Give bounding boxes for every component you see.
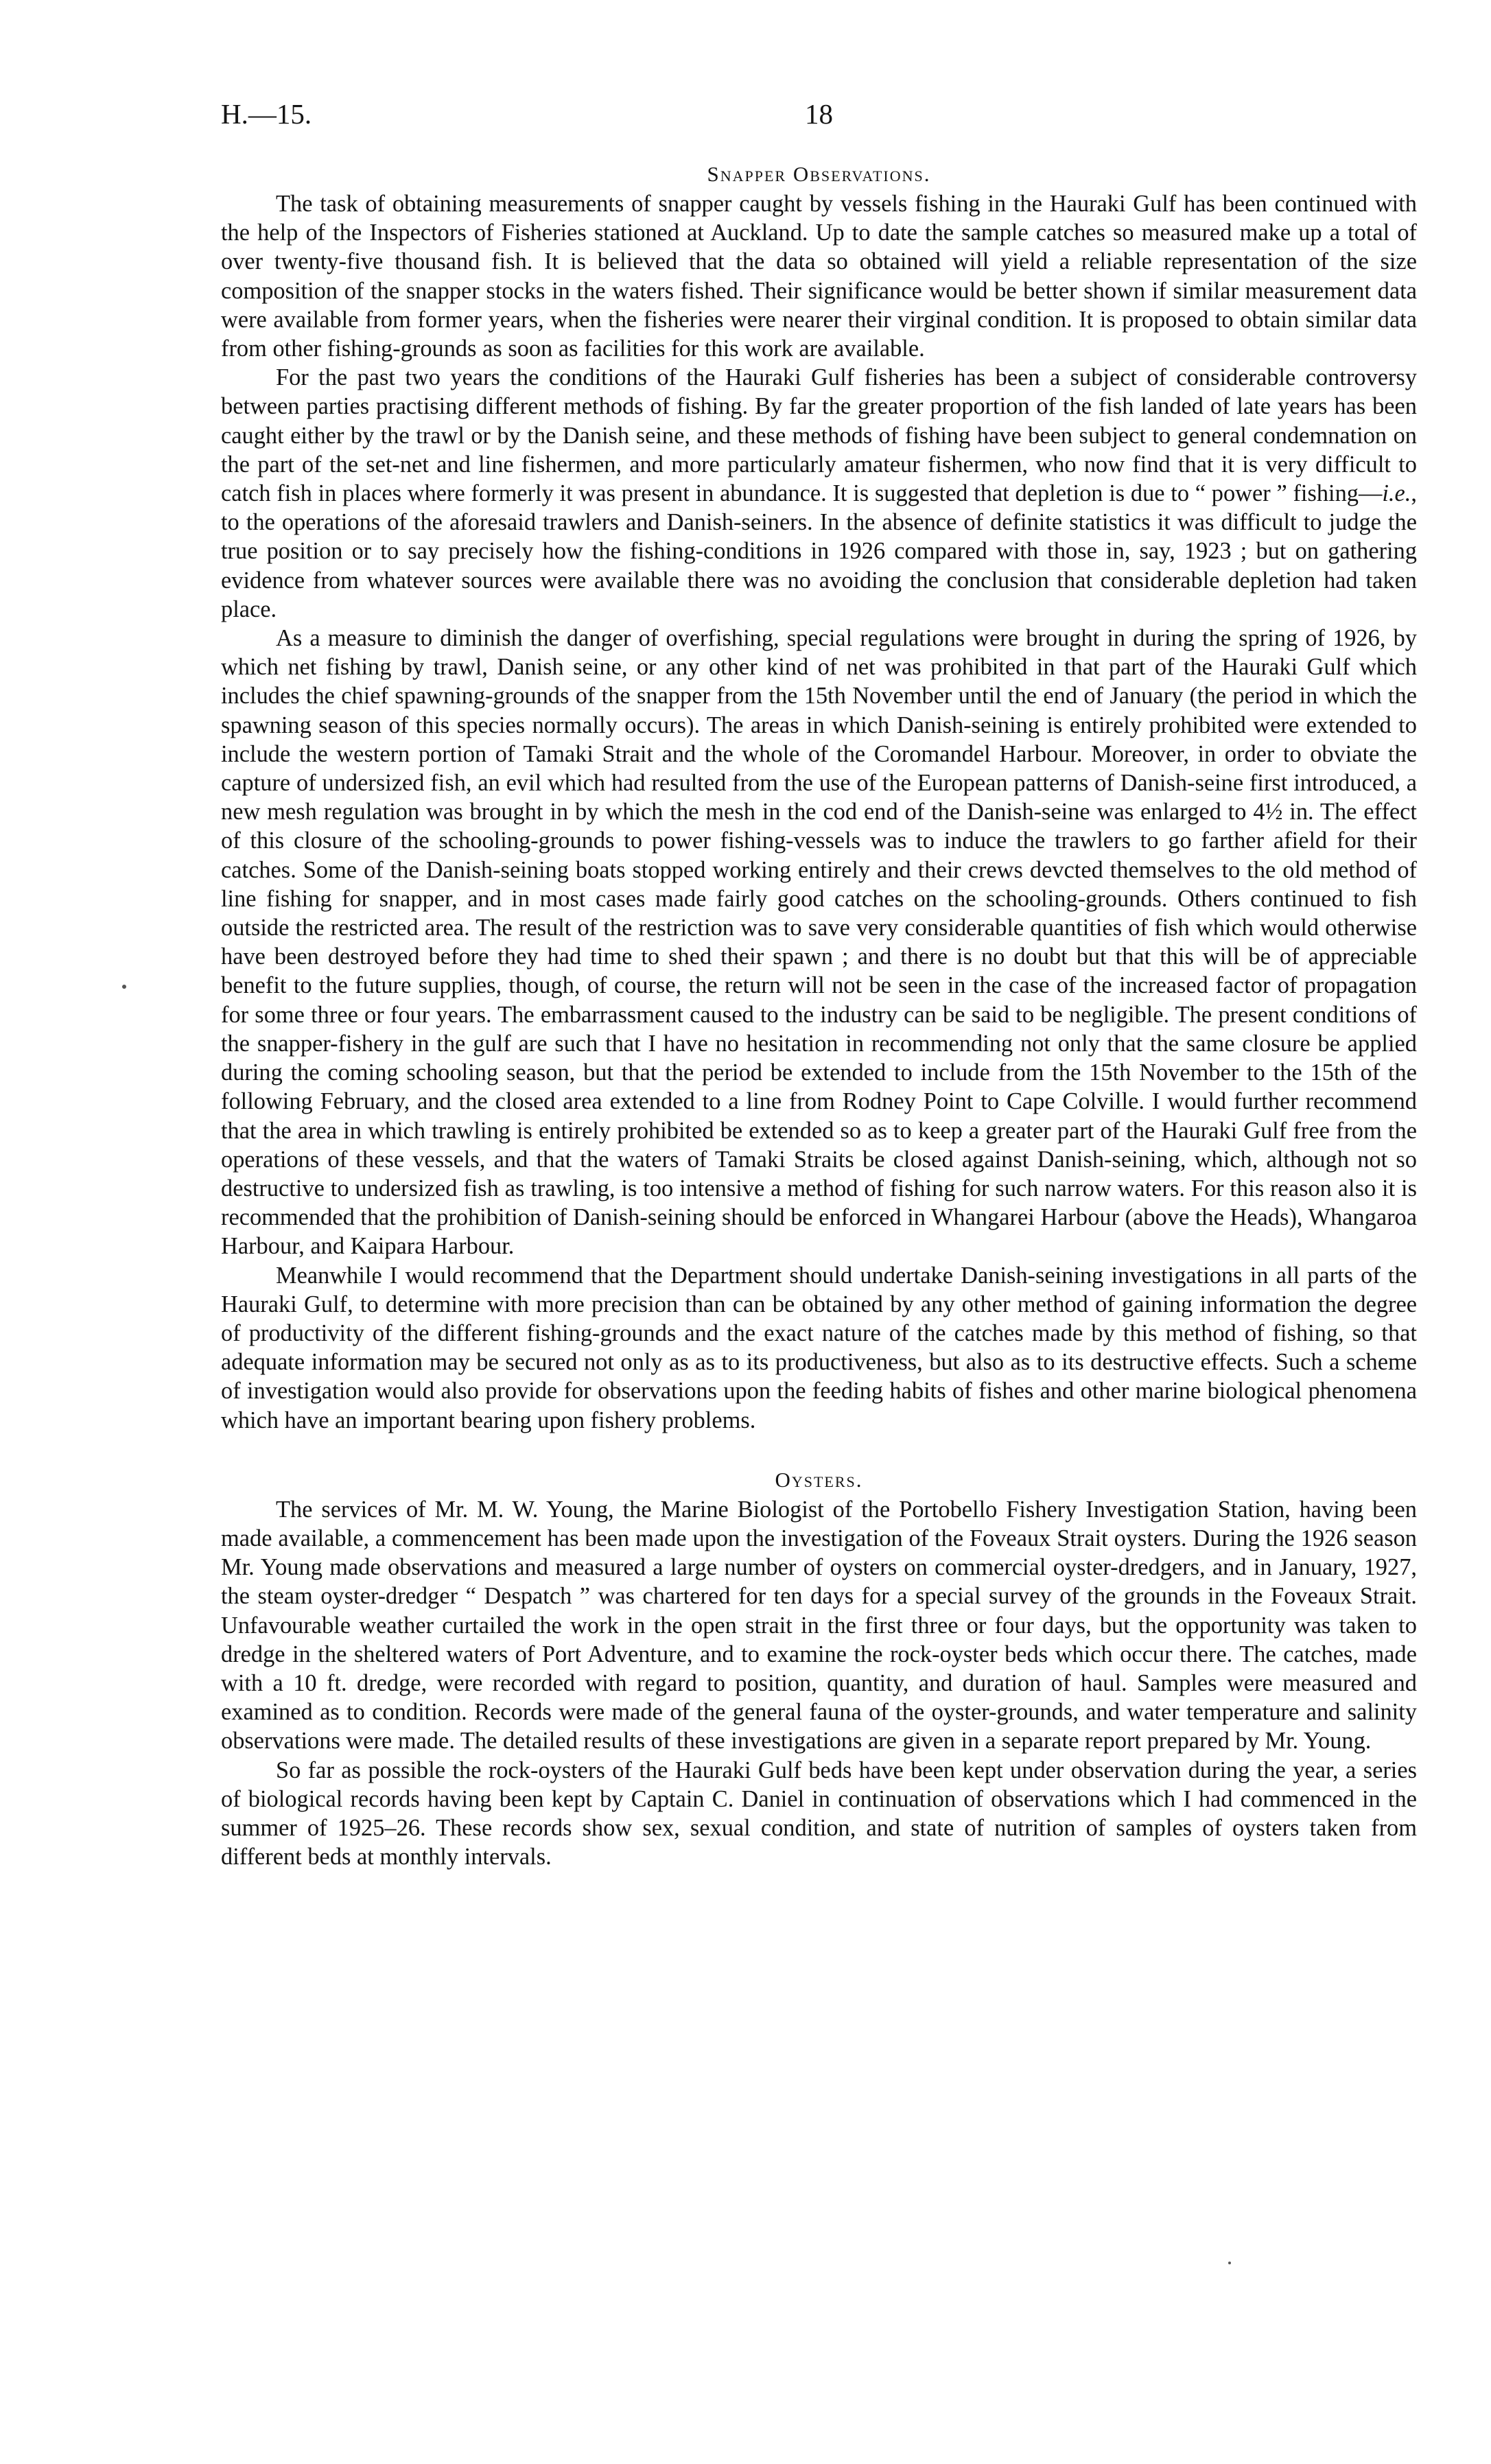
italic-abbreviation: i.e. <box>1382 480 1411 507</box>
page-number: 18 <box>805 98 833 130</box>
page-header <box>221 100 1417 141</box>
body-text <box>221 159 1417 1871</box>
margin-speck <box>1228 2262 1231 2264</box>
margin-speck <box>122 985 126 989</box>
section-heading-oysters: Oysters. <box>775 1467 863 1492</box>
paragraph-snapper-measurements: The task of obtaining measurements of snapper caught by vessels fishing in the Hauraki Gulf has been continued with the help of the Inspectors of Fisheries stationed at Auckland. Up to date the sample catches so measured make up a total of over twenty-five thousand fish. It is believed that the data so obtained will yield a reliable representation of the size composition of the snapper stocks in the waters fished. Their significance would be better shown if similar measurement data were available from former years, when the fisheries were nearer their virginal condition. It is proposed to obtain similar data from other fishing-grounds as soon as facilities for this work are available. <box>221 191 1417 362</box>
section-heading-snapper: Snapper Observations. <box>707 162 931 186</box>
paragraph-gulf-controversy <box>221 363 1417 624</box>
paragraph-text: For the past two years the conditions of the Hauraki Gulf fisheries has been a subject of considerable controversy between parties practising different methods of fishing. By far the greater proportion of the fish landed of late years has been caught either by the trawl or by the Danish seine, and these methods of fishing have been subject to general condemnation on the part of the set-net and line fishermen, and more particularly amateur fishermen, who now find that it is very difficult to catch fish in places where formerly it was present in abundance. It is suggested that depletion is due to “ power ” fishing— <box>221 364 1417 507</box>
document-reference: H.—15. <box>221 98 312 130</box>
paragraph-regulations: As a measure to diminish the danger of overfishing, special regulations were brought in during the spring of 1926, by which net fishing by trawl, Danish seine, or any other kind of net was prohibited in that part of the Hauraki Gulf which includes the chief spawning-grounds of the snapper from the 15th November until the end of January (the period in which the spawning season of this species normally occurs). The areas in which Danish-seining is entirely prohibited were extended to include the western portion of Tamaki Strait and the whole of the Coromandel Harbour. Moreover, in order to obviate the capture of undersized fish, an evil which had resulted from the use of the European patterns of Danish-seine first introduced, a new mesh regulation was brought in by which the mesh in the cod end of the Danish-seine was enlarged to 4½ in. The effect of this closure of the schooling-grounds to power fishing-vessels was to induce the trawlers to go farther afield for their catches. Some of the Danish-seining boats stopped working entirely and their crews devcted themselves to the old method of line fishing for snapper, and in most cases made fairly good catches on the schooling-grounds. Others continued to fish outside the restricted area. The result of the restriction was to save very considerable quantities of fish which would otherwise have been destroyed before they had time to shed their spawn ; and there is no doubt but that this will be of appreciable benefit to the future supplies, though, of course, the return will not be seen in the case of the increased factor of propagation for some three or four years. The embarrassment caused to the industry can be said to be negligible. The present conditions of the snapper-fishery in the gulf are such that I have no hesitation in recommending not only that the same closure be applied during the coming schooling season, but that the period be extended to include from the 15th November to the 15th of the following February, and the closed area extended to a line from Rodney Point to Cape Colville. I would further recommend that the area in which trawling is entirely prohibited be extended so as to keep a greater part of the Hauraki Gulf free from the operations of these vessels, and that the waters of Tamaki Straits be closed against Danish-seining, which, although not so destructive to undersized fish as trawling, is too intensive a method of fishing for such narrow waters. For this reason also it is recommended that the prohibition of Danish-seining should be enforced in Whangarei Harbour (above the Heads), Whangaroa Harbour, and Kaipara Harbour. <box>221 625 1417 1260</box>
paragraph-text: , to the operations of the aforesaid trawlers and Danish-seiners. In the absence of definite statistics it was difficult to judge the true position or to say precisely how the fishing-conditions in 1926 compared with those in, say, 1923 ; but on gathering evidence from whatever sources were available there was no avoiding the conclusion that considerable depletion had taken place. <box>221 480 1417 622</box>
paragraph-hauraki-oysters: So far as possible the rock-oysters of the Hauraki Gulf beds have been kept under observation during the year, a series of biological records having been kept by Captain C. Daniel in continuation of observations which I had commenced in the summer of 1925–26. These records show sex, sexual condition, and state of nutrition of samples of oysters taken from different beds at monthly intervals. <box>221 1757 1417 1870</box>
paragraph-recommendation: Meanwhile I would recommend that the Department should undertake Danish-seining investigations in all parts of the Hauraki Gulf, to determine with more precision than can be obtained by any other method of gaining information the degree of productivity of the different fishing-grounds and the exact nature of the catches made by this method of fishing, so that adequate information may be secured not only as as to its productiveness, but also as to its destructive effects. Such a scheme of investigation would also provide for observations upon the feeding habits of fishes and other marine biological phenomena which have an important bearing upon fishery problems. <box>221 1262 1417 1433</box>
paragraph-foveaux-oysters: The services of Mr. M. W. Young, the Marine Biologist of the Portobello Fishery Investigation Station, having been made available, a commencement has been made upon the investigation of the Foveaux Strait oysters. During the 1926 season Mr. Young made observations and measured a large number of oysters on commercial oyster-dredgers, and in January, 1927, the steam oyster-dredger “ Despatch ” was chartered for ten days for a special survey of the grounds in the Foveaux Strait. Unfavourable weather curtailed the work in the open strait in the first three or four days, but the opportunity was taken to dredge in the sheltered waters of Port Adventure, and to examine the rock-oyster beds which occur there. The catches, made with a 10 ft. dredge, were recorded with regard to position, quantity, and duration of haul. Samples were measured and examined as to condition. Records were made of the general fauna of the oyster-grounds, and water temperature and salinity observations were made. The detailed results of these investigations are given in a separate report prepared by Mr. Young. <box>221 1496 1417 1755</box>
